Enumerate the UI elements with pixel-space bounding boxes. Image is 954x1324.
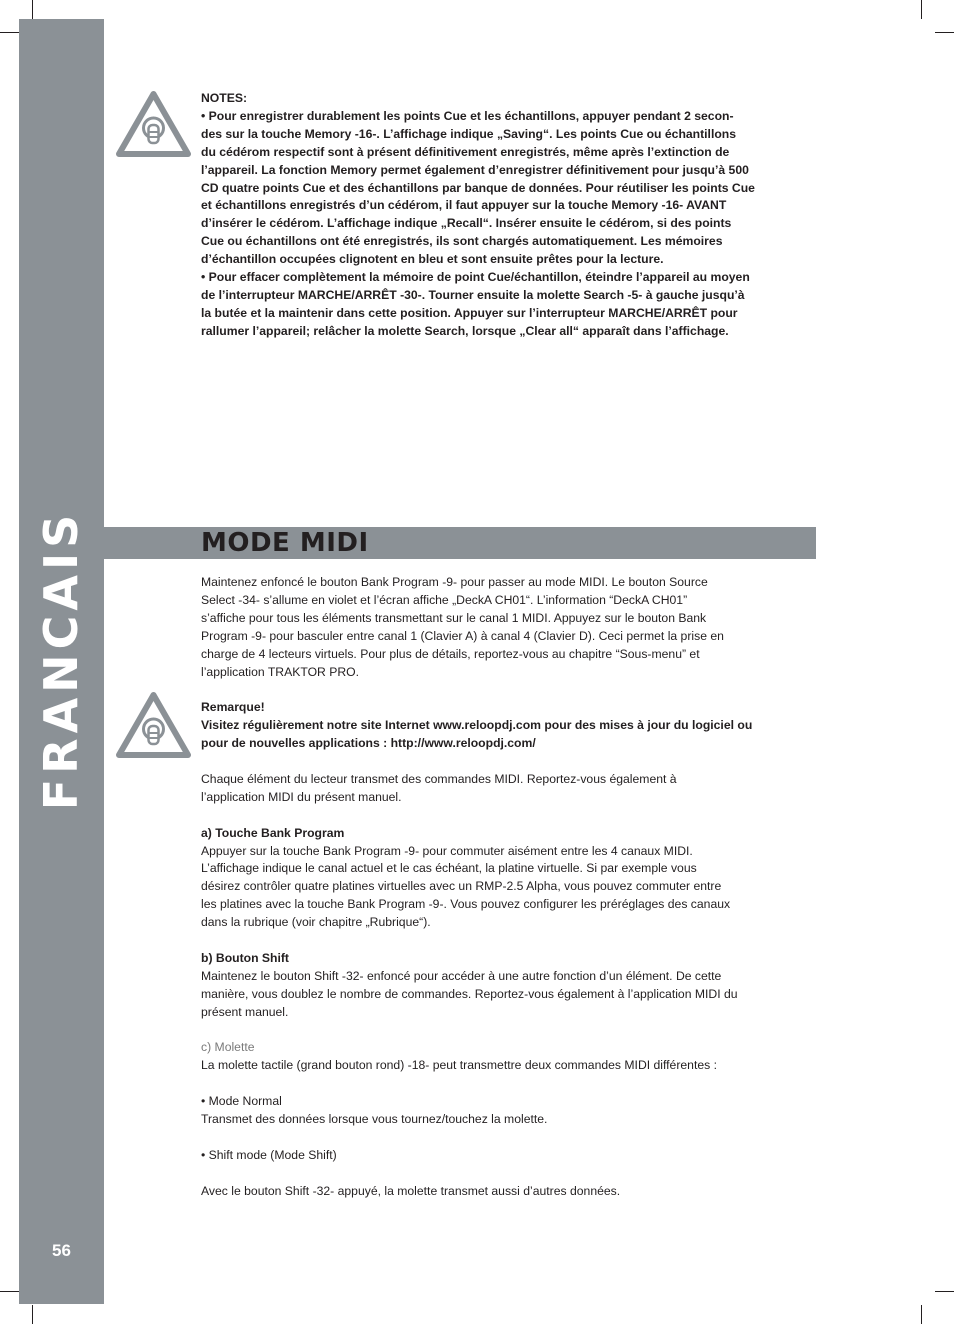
subsection-heading: a) Touche Bank Program xyxy=(201,825,345,840)
remark-line: Visitez régulièrement notre site Internet www.reloopdj.com pour des mises à jour du logiciel ou xyxy=(201,718,753,733)
crop-mark xyxy=(32,1305,33,1324)
paragraph-line: l’application MIDI du présent manuel. xyxy=(201,789,402,804)
remark-line: pour de nouvelles applications : http://www.reloopdj.com/ xyxy=(201,736,536,751)
paragraph-line: Program -9- pour basculer entre canal 1 (Clavier A) à canal 4 (Clavier D). Ceci permet la prise en xyxy=(201,628,724,643)
paragraph-line: Chaque élément du lecteur transmet des commandes MIDI. Reportez-vous également à xyxy=(201,771,677,786)
notes-line: NOTES: xyxy=(201,91,248,105)
paragraph-line: présent manuel. xyxy=(201,1004,289,1019)
notes-block xyxy=(201,90,813,341)
notes-line: CD quatre points Cue et des échantillons par banque de données. Pour réutiliser les points Cue xyxy=(201,180,755,195)
crop-mark xyxy=(935,1291,954,1292)
notes-line: rallumer l’appareil; relâcher la molette Search, lorsque „Clear all“ apparaît dans l’affichage. xyxy=(201,323,729,338)
paragraph-line: L’affichage indique le canal actuel et le cas échéant, la platine virtuelle. Si par exemple vous xyxy=(201,861,697,876)
notes-line: la butée et la maintenir dans cette position. Appuyer sur l’interrupteur MARCHE/ARRÊT pour xyxy=(201,305,738,320)
paragraph-line: La molette tactile (grand bouton rond) -18- peut transmettre deux commandes MIDI différentes : xyxy=(201,1058,717,1073)
crop-mark xyxy=(0,1291,19,1292)
bullet-item: • Shift mode (Mode Shift) xyxy=(201,1147,337,1162)
crop-mark xyxy=(921,0,922,19)
notes-line: du cédérom respectif sont à présent définitivement enregistrés, même après l’extinction de xyxy=(201,144,730,159)
body-text xyxy=(201,574,813,1201)
spacer xyxy=(201,932,813,950)
warning-hand-icon xyxy=(115,691,192,759)
paragraph-line: désirez contrôler quatre platines virtuelles avec un RMP-2.5 Alpha, vous pouvez commuter entre xyxy=(201,879,722,894)
warning-hand-icon xyxy=(115,90,192,158)
subsection-heading: b) Bouton Shift xyxy=(201,950,289,965)
spacer xyxy=(201,681,813,699)
paragraph-line: dans la rubrique (voir chapitre „Rubrique“). xyxy=(201,915,431,930)
subsection-heading: c) Molette xyxy=(201,1040,255,1055)
notes-line: des sur la touche Memory -16-. L’affichage indique „Saving“. Les points Cue ou échantillons xyxy=(201,126,736,141)
paragraph-line: Transmet des données lorsque vous tournez/touchez la molette. xyxy=(201,1112,548,1127)
paragraph-line: Avec le bouton Shift -32- appuyé, la molette transmet aussi d’autres données. xyxy=(201,1183,621,1198)
spacer xyxy=(201,1129,813,1147)
page-number: 56 xyxy=(52,1241,71,1260)
language-label: FRANCAIS xyxy=(34,509,88,811)
notes-line: d’échantillon occupées clignotent en bleu et sont ensuite prêtes pour la lecture. xyxy=(201,252,664,267)
crop-mark xyxy=(32,0,33,19)
paragraph-line: Maintenez le bouton Shift -32- enfoncé pour accéder à une autre fonction d’un élément. De cette xyxy=(201,968,722,983)
section-title: MODE MIDI xyxy=(201,528,369,558)
notes-line: Cue ou échantillons ont été enregistrés, ils sont chargés automatiquement. Les mémoires xyxy=(201,234,723,249)
paragraph-line: manière, vous doublez le nombre de commandes. Reportez-vous également à l’application MIDI du xyxy=(201,986,738,1001)
notes-line: et échantillons enregistrés d’un cédérom, il faut appuyer sur la touche Memory -16- AVANT xyxy=(201,198,727,213)
notes-line: l’appareil. La fonction Memory permet également d’enregistrer définitivement pour jusqu’à 500 xyxy=(201,162,749,177)
paragraph-line: Appuyer sur la touche Bank Program -9- pour commuter aisément entre les 4 canaux MIDI. xyxy=(201,843,693,858)
remark-heading: Remarque! xyxy=(201,700,265,715)
paragraph-line: Maintenez enfoncé le bouton Bank Program -9- pour passer au mode MIDI. Le bouton Source xyxy=(201,575,708,589)
paragraph-line: Select -34- s’allume en violet et l’écran affiche „DeckA CH01“. L’information “DeckA CH01” xyxy=(201,592,688,607)
spacer xyxy=(201,753,813,771)
paragraph-line: les platines avec la touche Bank Program -9-. Vous pouvez configurer les préréglages des canaux xyxy=(201,897,731,912)
section-header-bar xyxy=(104,527,816,559)
bullet-item: • Mode Normal xyxy=(201,1094,282,1109)
paragraph-line: l’application TRAKTOR PRO. xyxy=(201,664,360,679)
notes-line: • Pour effacer complètement la mémoire de point Cue/échantillon, éteindre l’appareil au moyen xyxy=(201,270,750,285)
paragraph-line: s’affiche pour tous les éléments transmettant sur le canal 1 MIDI. Appuyez sur le bouton Bank xyxy=(201,610,707,625)
crop-mark xyxy=(0,32,19,33)
spacer xyxy=(201,1022,813,1040)
paragraph-line: charge de 4 lecteurs virtuels. Pour plus de détails, reportez-vous au chapitre “Sous-menu” et xyxy=(201,646,700,661)
notes-line: d’insérer le cédérom. L’affichage indique „Recall“. Insérer ensuite le cédérom, si des points xyxy=(201,216,732,231)
spacer xyxy=(201,1075,813,1093)
spacer xyxy=(201,1165,813,1183)
notes-line: de l’interrupteur MARCHE/ARRÊT -30-. Tourner ensuite la molette Search -5- à gauche jusqu’à xyxy=(201,287,745,302)
spacer xyxy=(201,807,813,825)
notes-line: • Pour enregistrer durablement les points Cue et les échantillons, appuyer pendant 2 secon- xyxy=(201,108,734,123)
crop-mark xyxy=(921,1305,922,1324)
crop-mark xyxy=(935,32,954,33)
